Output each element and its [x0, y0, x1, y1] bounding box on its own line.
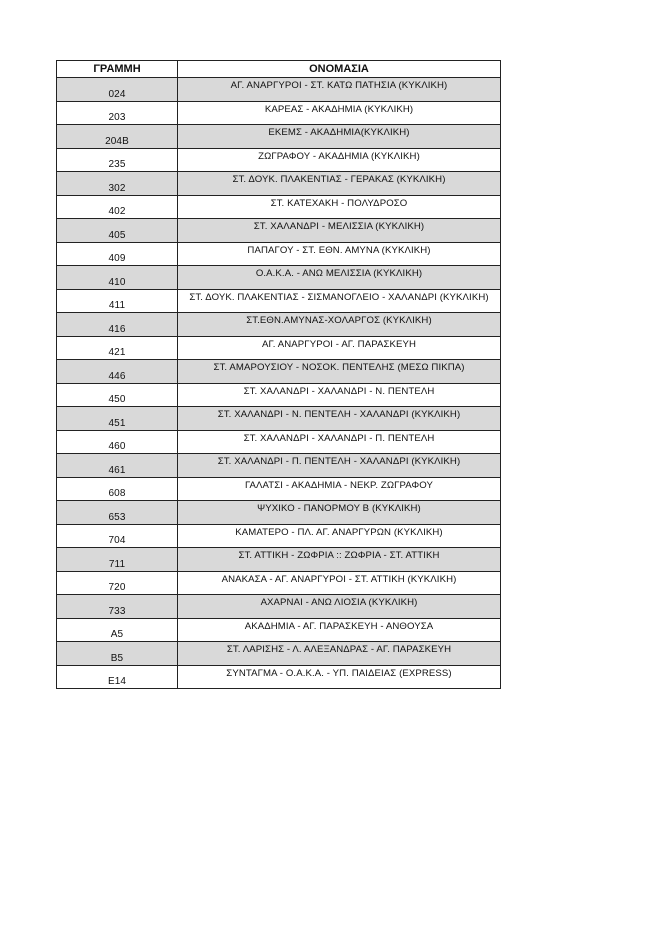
table-row [57, 454, 501, 478]
table-row [57, 548, 501, 572]
header-line: ΓΡΑΜΜΗ [57, 61, 178, 78]
route-name-cell: ΣΤ. ΑΤΤΙΚΗ - ΖΩΦΡΙΑ :: ΖΩΦΡΙΑ - ΣΤ. ΑΤΤΙΚΗ [178, 548, 501, 572]
table-row [57, 595, 501, 619]
table-row [57, 78, 501, 102]
table-row [57, 430, 501, 454]
table-row [57, 477, 501, 501]
route-line-cell: 203 [57, 101, 178, 125]
route-name-cell: ΣΤ. ΧΑΛΑΝΔΡΙ - Ν. ΠΕΝΤΕΛΗ - ΧΑΛΑΝΔΡΙ (ΚΥΚΛΙΚΗ) [178, 407, 501, 431]
route-line-cell: 024 [57, 78, 178, 102]
route-name-cell: ΣΤ.ΕΘΝ.ΑΜΥΝΑΣ-ΧΟΛΑΡΓΟΣ (ΚΥΚΛΙΚΗ) [178, 313, 501, 337]
route-line-cell: 653 [57, 501, 178, 525]
route-line-cell: 733 [57, 595, 178, 619]
route-name-cell: ΣΤ. ΧΑΛΑΝΔΡΙ - ΧΑΛΑΝΔΡΙ - Ν. ΠΕΝΤΕΛΗ [178, 383, 501, 407]
table-row [57, 242, 501, 266]
route-line-cell: 410 [57, 266, 178, 290]
route-name-cell: ΚΑΡΕΑΣ - ΑΚΑΔΗΜΙΑ (ΚΥΚΛΙΚΗ) [178, 101, 501, 125]
route-name-cell: ΣΤ. ΔΟΥΚ. ΠΛΑΚΕΝΤΙΑΣ - ΓΕΡΑΚΑΣ (ΚΥΚΛΙΚΗ) [178, 172, 501, 196]
route-name-cell: ΖΩΓΡΑΦΟΥ - ΑΚΑΔΗΜΙΑ (ΚΥΚΛΙΚΗ) [178, 148, 501, 172]
table-row [57, 336, 501, 360]
route-line-cell: 608 [57, 477, 178, 501]
table-row [57, 266, 501, 290]
route-line-cell: Α5 [57, 618, 178, 642]
route-name-cell: ΑΓ. ΑΝΑΡΓΥΡΟΙ - ΑΓ. ΠΑΡΑΣΚΕΥΗ [178, 336, 501, 360]
route-name-cell: ΣΤ. ΧΑΛΑΝΔΡΙ - ΧΑΛΑΝΔΡΙ - Π. ΠΕΝΤΕΛΗ [178, 430, 501, 454]
route-line-cell: 204Β [57, 125, 178, 149]
table-row [57, 524, 501, 548]
table-row [57, 195, 501, 219]
route-line-cell: 704 [57, 524, 178, 548]
route-line-cell: 411 [57, 289, 178, 313]
route-name-cell: ΑΚΑΔΗΜΙΑ - ΑΓ. ΠΑΡΑΣΚΕΥΗ - ΑΝΘΟΥΣΑ [178, 618, 501, 642]
route-line-cell: 450 [57, 383, 178, 407]
table-row [57, 360, 501, 384]
table-row [57, 407, 501, 431]
table-row [57, 571, 501, 595]
route-line-cell: 711 [57, 548, 178, 572]
route-sheet [56, 60, 500, 689]
route-line-cell: Β5 [57, 642, 178, 666]
route-name-cell: ΣΤ. ΛΑΡΙΣΗΣ - Λ. ΑΛΕΞΑΝΔΡΑΣ - ΑΓ. ΠΑΡΑΣΚΕΥΗ [178, 642, 501, 666]
table-row [57, 148, 501, 172]
table-row [57, 501, 501, 525]
route-line-cell: 235 [57, 148, 178, 172]
table-row [57, 618, 501, 642]
routes-table [56, 60, 501, 689]
route-name-cell: ΓΑΛΑΤΣΙ - ΑΚΑΔΗΜΙΑ - ΝΕΚΡ. ΖΩΓΡΑΦΟΥ [178, 477, 501, 501]
table-row [57, 289, 501, 313]
route-line-cell: 720 [57, 571, 178, 595]
route-line-cell: 446 [57, 360, 178, 384]
table-row [57, 172, 501, 196]
table-row [57, 125, 501, 149]
table-row [57, 101, 501, 125]
table-body [57, 78, 501, 689]
route-name-cell: ΑΓ. ΑΝΑΡΓΥΡΟΙ - ΣΤ. ΚΑΤΩ ΠΑΤΗΣΙΑ (ΚΥΚΛΙΚΗ) [178, 78, 501, 102]
header-name: ΟΝΟΜΑΣΙΑ [178, 61, 501, 78]
route-line-cell: 416 [57, 313, 178, 337]
route-name-cell: ΑΧΑΡΝΑΙ - ΑΝΩ ΛΙΟΣΙΑ (ΚΥΚΛΙΚΗ) [178, 595, 501, 619]
route-name-cell: ΣΥΝΤΑΓΜΑ - Ο.Α.Κ.Α. - ΥΠ. ΠΑΙΔΕΙΑΣ (EXPRESS) [178, 665, 501, 689]
route-name-cell: ΣΤ. ΔΟΥΚ. ΠΛΑΚΕΝΤΙΑΣ - ΣΙΣΜΑΝΟΓΛΕΙΟ - ΧΑΛΑΝΔΡΙ (ΚΥΚΛΙΚΗ) [178, 289, 501, 313]
route-name-cell: ΣΤ. ΧΑΛΑΝΔΡΙ - Π. ΠΕΝΤΕΛΗ - ΧΑΛΑΝΔΡΙ (ΚΥΚΛΙΚΗ) [178, 454, 501, 478]
route-name-cell: Ο.Α.Κ.Α. - ΑΝΩ ΜΕΛΙΣΣΙΑ (ΚΥΚΛΙΚΗ) [178, 266, 501, 290]
route-name-cell: ΚΑΜΑΤΕΡΟ - ΠΛ. ΑΓ. ΑΝΑΡΓΥΡΩΝ (ΚΥΚΛΙΚΗ) [178, 524, 501, 548]
route-line-cell: 405 [57, 219, 178, 243]
route-name-cell: ΑΝΑΚΑΣΑ - ΑΓ. ΑΝΑΡΓΥΡΟΙ - ΣΤ. ΑΤΤΙΚΗ (ΚΥΚΛΙΚΗ) [178, 571, 501, 595]
route-line-cell: Ε14 [57, 665, 178, 689]
route-name-cell: ΣΤ. ΚΑΤΕΧΑΚΗ - ΠΟΛΥΔΡΟΣΟ [178, 195, 501, 219]
route-line-cell: 402 [57, 195, 178, 219]
route-name-cell: ΕΚΕΜΣ - ΑΚΑΔΗΜΙΑ(ΚΥΚΛΙΚΗ) [178, 125, 501, 149]
route-name-cell: ΣΤ. ΑΜΑΡΟΥΣΙΟΥ - ΝΟΣΟΚ. ΠΕΝΤΕΛΗΣ (ΜΕΣΩ ΠΙΚΠΑ) [178, 360, 501, 384]
route-line-cell: 460 [57, 430, 178, 454]
table-row [57, 219, 501, 243]
table-row [57, 383, 501, 407]
route-line-cell: 409 [57, 242, 178, 266]
table-header [57, 61, 501, 78]
route-name-cell: ΨΥΧΙΚΟ - ΠΑΝΟΡΜΟΥ Β (ΚΥΚΛΙΚΗ) [178, 501, 501, 525]
table-row [57, 665, 501, 689]
route-line-cell: 461 [57, 454, 178, 478]
route-line-cell: 421 [57, 336, 178, 360]
table-row [57, 313, 501, 337]
route-name-cell: ΠΑΠΑΓΟΥ - ΣΤ. ΕΘΝ. ΑΜΥΝΑ (ΚΥΚΛΙΚΗ) [178, 242, 501, 266]
route-name-cell: ΣΤ. ΧΑΛΑΝΔΡΙ - ΜΕΛΙΣΣΙΑ (ΚΥΚΛΙΚΗ) [178, 219, 501, 243]
header-row [57, 61, 501, 78]
route-line-cell: 302 [57, 172, 178, 196]
route-line-cell: 451 [57, 407, 178, 431]
table-row [57, 642, 501, 666]
